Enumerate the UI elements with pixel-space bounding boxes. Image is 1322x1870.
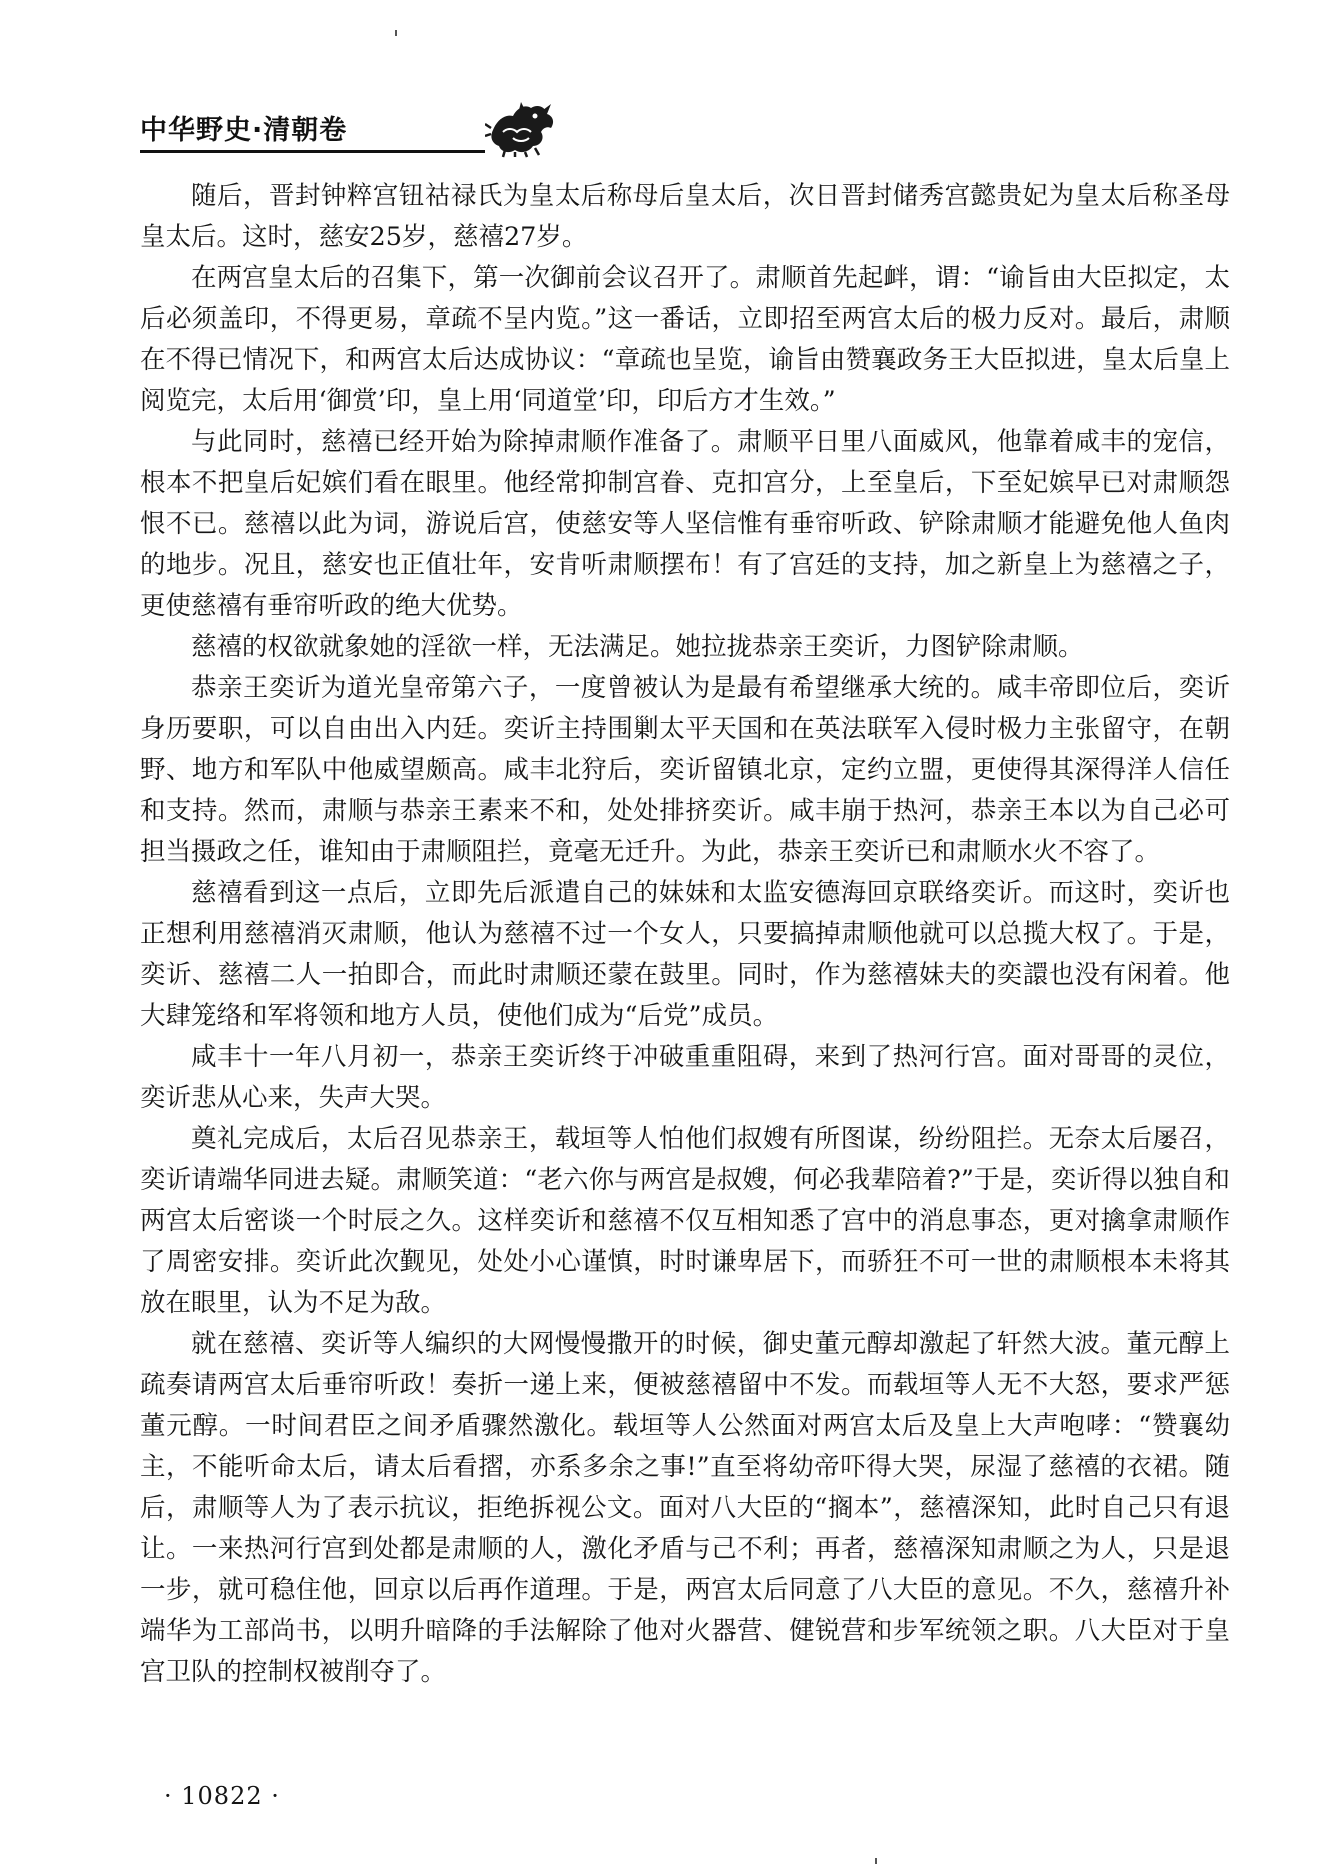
paragraph-1: 随后，晋封钟粹宫钮祜禄氏为皇太后称母后皇太后，次日晋封储秀宫懿贵妃为皇太后称圣母皇太后。这时，慈安25岁，慈禧27岁。	[140, 181, 1230, 252]
header-rule	[140, 150, 485, 153]
running-header	[140, 100, 1240, 160]
page-number: · 10822 ·	[164, 1782, 280, 1810]
dragon-icon	[485, 100, 557, 158]
scan-mark-top	[395, 30, 397, 36]
paragraph-5: 恭亲王奕䜣为道光皇帝第六子，一度曾被认为是最有希望继承大统的。咸丰帝即位后，奕䜣身历要职，可以自由出入内廷。奕䜣主持围剿太平天国和在英法联军入侵时极力主张留守，在朝野、地方和军队中他威望颇高。咸丰北狩后，奕䜣留镇北京，定约立盟，更使得其深得洋人信任和支持。然而，肃顺与恭亲王素来不和，处处排挤奕䜣。咸丰崩于热河，恭亲王本以为自己必可担当摄政之任，谁知由于肃顺阻拦，竟毫无迁升。为此，恭亲王奕䜣已和肃顺水火不容了。	[140, 673, 1230, 867]
paragraph-4: 慈禧的权欲就象她的淫欲一样，无法满足。她拉拢恭亲王奕䜣，力图铲除肃顺。	[191, 632, 1084, 662]
article-body	[140, 176, 1230, 1693]
paragraph-3: 与此同时，慈禧已经开始为除掉肃顺作准备了。肃顺平日里八面威风，他靠着咸丰的宠信，根本不把皇后妃嫔们看在眼里。他经常抑制宫眷、克扣宫分，上至皇后，下至妃嫔早已对肃顺怨恨不已。慈禧以此为词，游说后宫，使慈安等人坚信惟有垂帘听政、铲除肃顺才能避免他人鱼肉的地步。况且，慈安也正值壮年，安肯听肃顺摆布！有了宫廷的支持，加之新皇上为慈禧之子，更使慈禧有垂帘听政的绝大优势。	[140, 427, 1230, 621]
paragraph-7: 咸丰十一年八月初一，恭亲王奕䜣终于冲破重重阻碍，来到了热河行宫。面对哥哥的灵位，奕䜣悲从心来，失声大哭。	[140, 1042, 1230, 1113]
paragraph-9: 就在慈禧、奕䜣等人编织的大网慢慢撒开的时候，御史董元醇却激起了轩然大波。董元醇上疏奏请两宫太后垂帘听政！奏折一递上来，便被慈禧留中不发。而载垣等人无不大怒，要求严惩董元醇。一时间君臣之间矛盾骤然激化。载垣等人公然面对两宫太后及皇上大声咆哮：“赞襄幼主，不能听命太后，请太后看摺，亦系多余之事!”直至将幼帝吓得大哭，尿湿了慈禧的衣裙。随后，肃顺等人为了表示抗议，拒绝拆视公文。面对八大臣的“搁本”，慈禧深知，此时自己只有退让。一来热河行宫到处都是肃顺的人，激化矛盾与己不利；再者，慈禧深知肃顺之为人，只是退一步，就可稳住他，回京以后再作道理。于是，两宫太后同意了八大臣的意见。不久，慈禧升补端华为工部尚书，以明升暗降的手法解除了他对火器营、健锐营和步军统领之职。八大臣对于皇宫卫队的控制权被削夺了。	[140, 1329, 1230, 1687]
paragraph-2: 在两宫皇太后的召集下，第一次御前会议召开了。肃顺首先起衅，谓：“谕旨由大臣拟定，太后必须盖印，不得更易，章疏不呈内览。”这一番话，立即招至两宫太后的极力反对。最后，肃顺在不得已情况下，和两宫太后达成协议：“章疏也呈览，谕旨由赞襄政务王大臣拟进，皇太后皇上阅览完，太后用‘御赏’印，皇上用‘同道堂’印，印后方才生效。”	[140, 263, 1230, 416]
scan-mark-bottom	[875, 1858, 877, 1864]
paragraph-8: 奠礼完成后，太后召见恭亲王，载垣等人怕他们叔嫂有所图谋，纷纷阻拦。无奈太后屡召，奕䜣请端华同进去疑。肃顺笑道：“老六你与两宫是叔嫂，何必我辈陪着?”于是，奕䜣得以独自和两宫太后密谈一个时辰之久。这样奕䜣和慈禧不仅互相知悉了宫中的消息事态，更对擒拿肃顺作了周密安排。奕䜣此次觐见，处处小心谨慎，时时谦卑居下，而骄狂不可一世的肃顺根本未将其放在眼里，认为不足为敌。	[140, 1124, 1230, 1318]
paragraph-6: 慈禧看到这一点后，立即先后派遣自己的妹妹和太监安德海回京联络奕䜣。而这时，奕䜣也正想利用慈禧消灭肃顺，他认为慈禧不过一个女人，只要搞掉肃顺他就可以总揽大权了。于是，奕䜣、慈禧二人一拍即合，而此时肃顺还蒙在鼓里。同时，作为慈禧妹夫的奕譞也没有闲着。他大肆笼络和军将领和地方人员，使他们成为“后党”成员。	[140, 878, 1230, 1031]
header-title: 中华野史·清朝卷	[140, 115, 348, 146]
